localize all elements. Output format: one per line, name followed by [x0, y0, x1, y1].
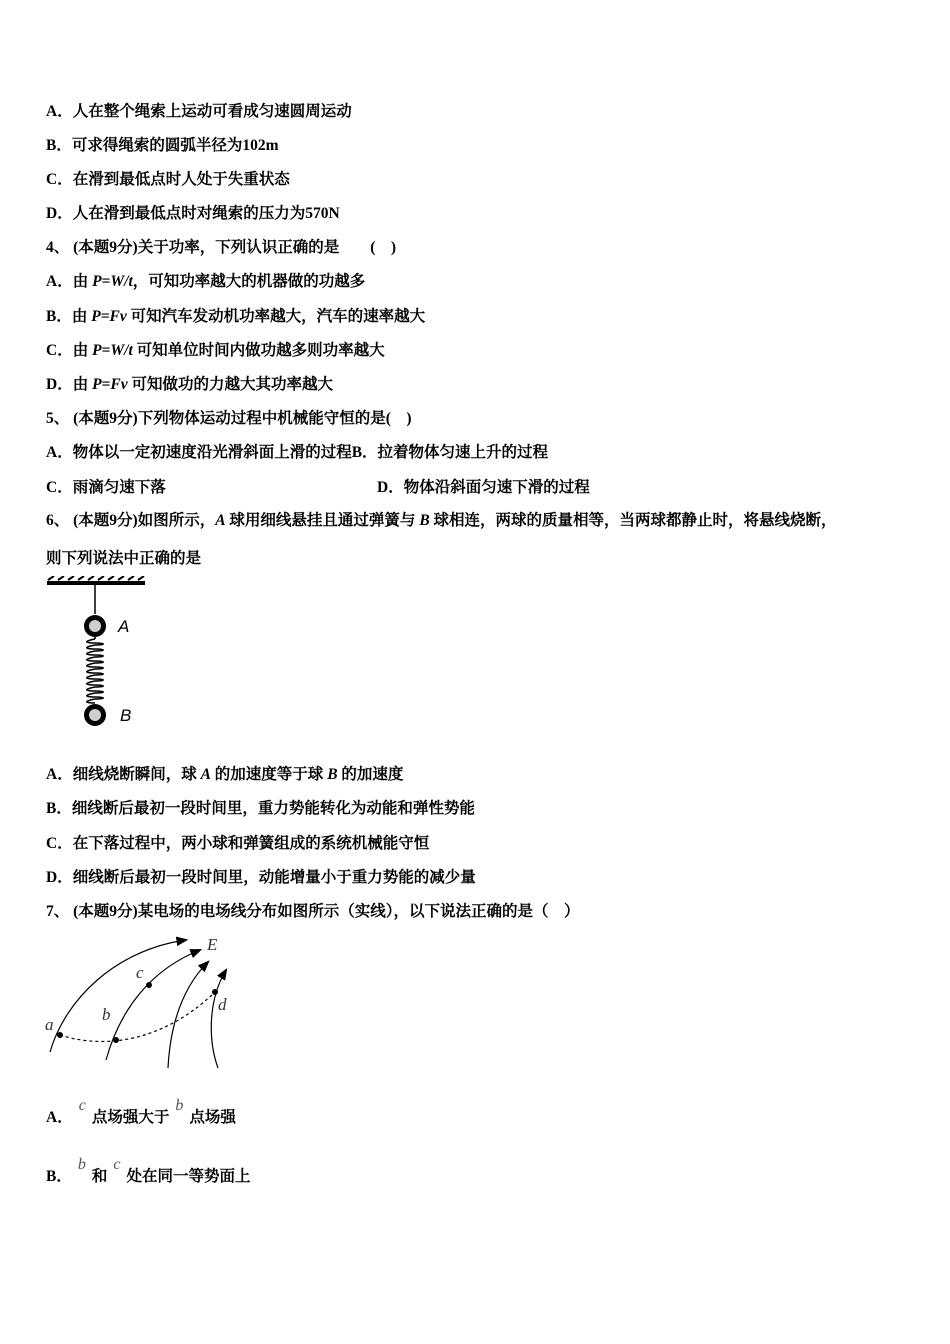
q3-option-c: C．在滑到最低点时人处于失重状态 [46, 171, 290, 188]
point-a [57, 1032, 63, 1038]
q6-stem: 6、 (本题9分)如图所示，A 球用细线悬挂且通过弹簧与 B 球相连，两球的质量相等，当两球都静止时，将悬线烧断， [46, 512, 837, 529]
q4-option-d: D．由 P=Fv 可知做功的力越大其功率越大 [46, 376, 334, 393]
field-line-4 [211, 970, 226, 1068]
field-line-3 [168, 962, 208, 1068]
label-d: d [218, 995, 227, 1014]
q4-option-a: A．由 P=W/t，可知功率越大的机器做的功越多 [46, 273, 366, 290]
q6-option-a: A．细线烧断瞬间，球 A 的加速度等于球 B 的加速度 [46, 766, 404, 783]
formula: P=Fv [92, 376, 128, 393]
label-b: B [120, 706, 132, 725]
q4-option-b: B．由 P=Fv 可知汽车发动机功率越大，汽车的速率越大 [46, 308, 426, 325]
field-line-2 [106, 950, 200, 1060]
q6-option-c: C．在下落过程中，两小球和弹簧组成的系统机械能守恒 [46, 835, 430, 852]
point-c [146, 982, 152, 988]
equipotential-line [60, 992, 215, 1041]
label-a: a [45, 1015, 54, 1034]
formula: P=W/t [92, 342, 133, 359]
q6-option-d: D．细线断后最初一段时间里，动能增量小于重力势能的减少量 [46, 869, 476, 886]
ball-a-icon [84, 615, 106, 637]
label-b: b [102, 1005, 111, 1024]
field-line-1 [50, 940, 186, 1052]
ball-b-icon [84, 704, 106, 726]
q6-option-b: B．细线断后最初一段时间里，重力势能转化为动能和弹性势能 [46, 800, 475, 817]
q3-option-b: B．可求得绳索的圆弧半径为102m [46, 137, 279, 154]
ceiling-icon [47, 576, 145, 585]
spring-diagram [44, 576, 154, 732]
q3-option-a: A．人在整个绳索上运动可看成匀速圆周运动 [46, 103, 352, 120]
q5-stem: 5、 (本题9分)下列物体运动过程中机械能守恒的是( ) [46, 410, 412, 427]
q4-stem: 4、 (本题9分)关于功率，下列认识正确的是 ( ) [46, 239, 397, 256]
formula: P=Fv [91, 308, 127, 325]
label-e: E [207, 935, 218, 954]
q7-option-a: A．c点场强大于b点场强 [46, 1097, 236, 1126]
q4-option-c: C．由 P=W/t 可知单位时间内做功越多则功率越大 [46, 342, 385, 359]
q3-option-d: D．人在滑到最低点时对绳索的压力为570N [46, 205, 340, 222]
label-a: A [118, 617, 130, 636]
q5-option-c: C．雨滴匀速下落 [46, 479, 166, 496]
spring-icon [87, 637, 104, 703]
electric-field-diagram [40, 930, 240, 1075]
label-c: c [136, 963, 144, 982]
formula: P=W/t [92, 273, 133, 290]
q5-options-ab: A．物体以一定初速度沿光滑斜面上滑的过程B．拉着物体匀速上升的过程 [46, 444, 549, 461]
q7-option-b: B．b和c处在同一等势面上 [46, 1156, 251, 1185]
q5-option-d: D．物体沿斜面匀速下滑的过程 [377, 479, 590, 496]
point-b [113, 1037, 119, 1043]
q7-stem: 7、 (本题9分)某电场的电场线分布如图所示（实线），以下说法正确的是（ ） [46, 903, 580, 920]
q6-stem-line2: 则下列说法中正确的是 [46, 550, 202, 567]
